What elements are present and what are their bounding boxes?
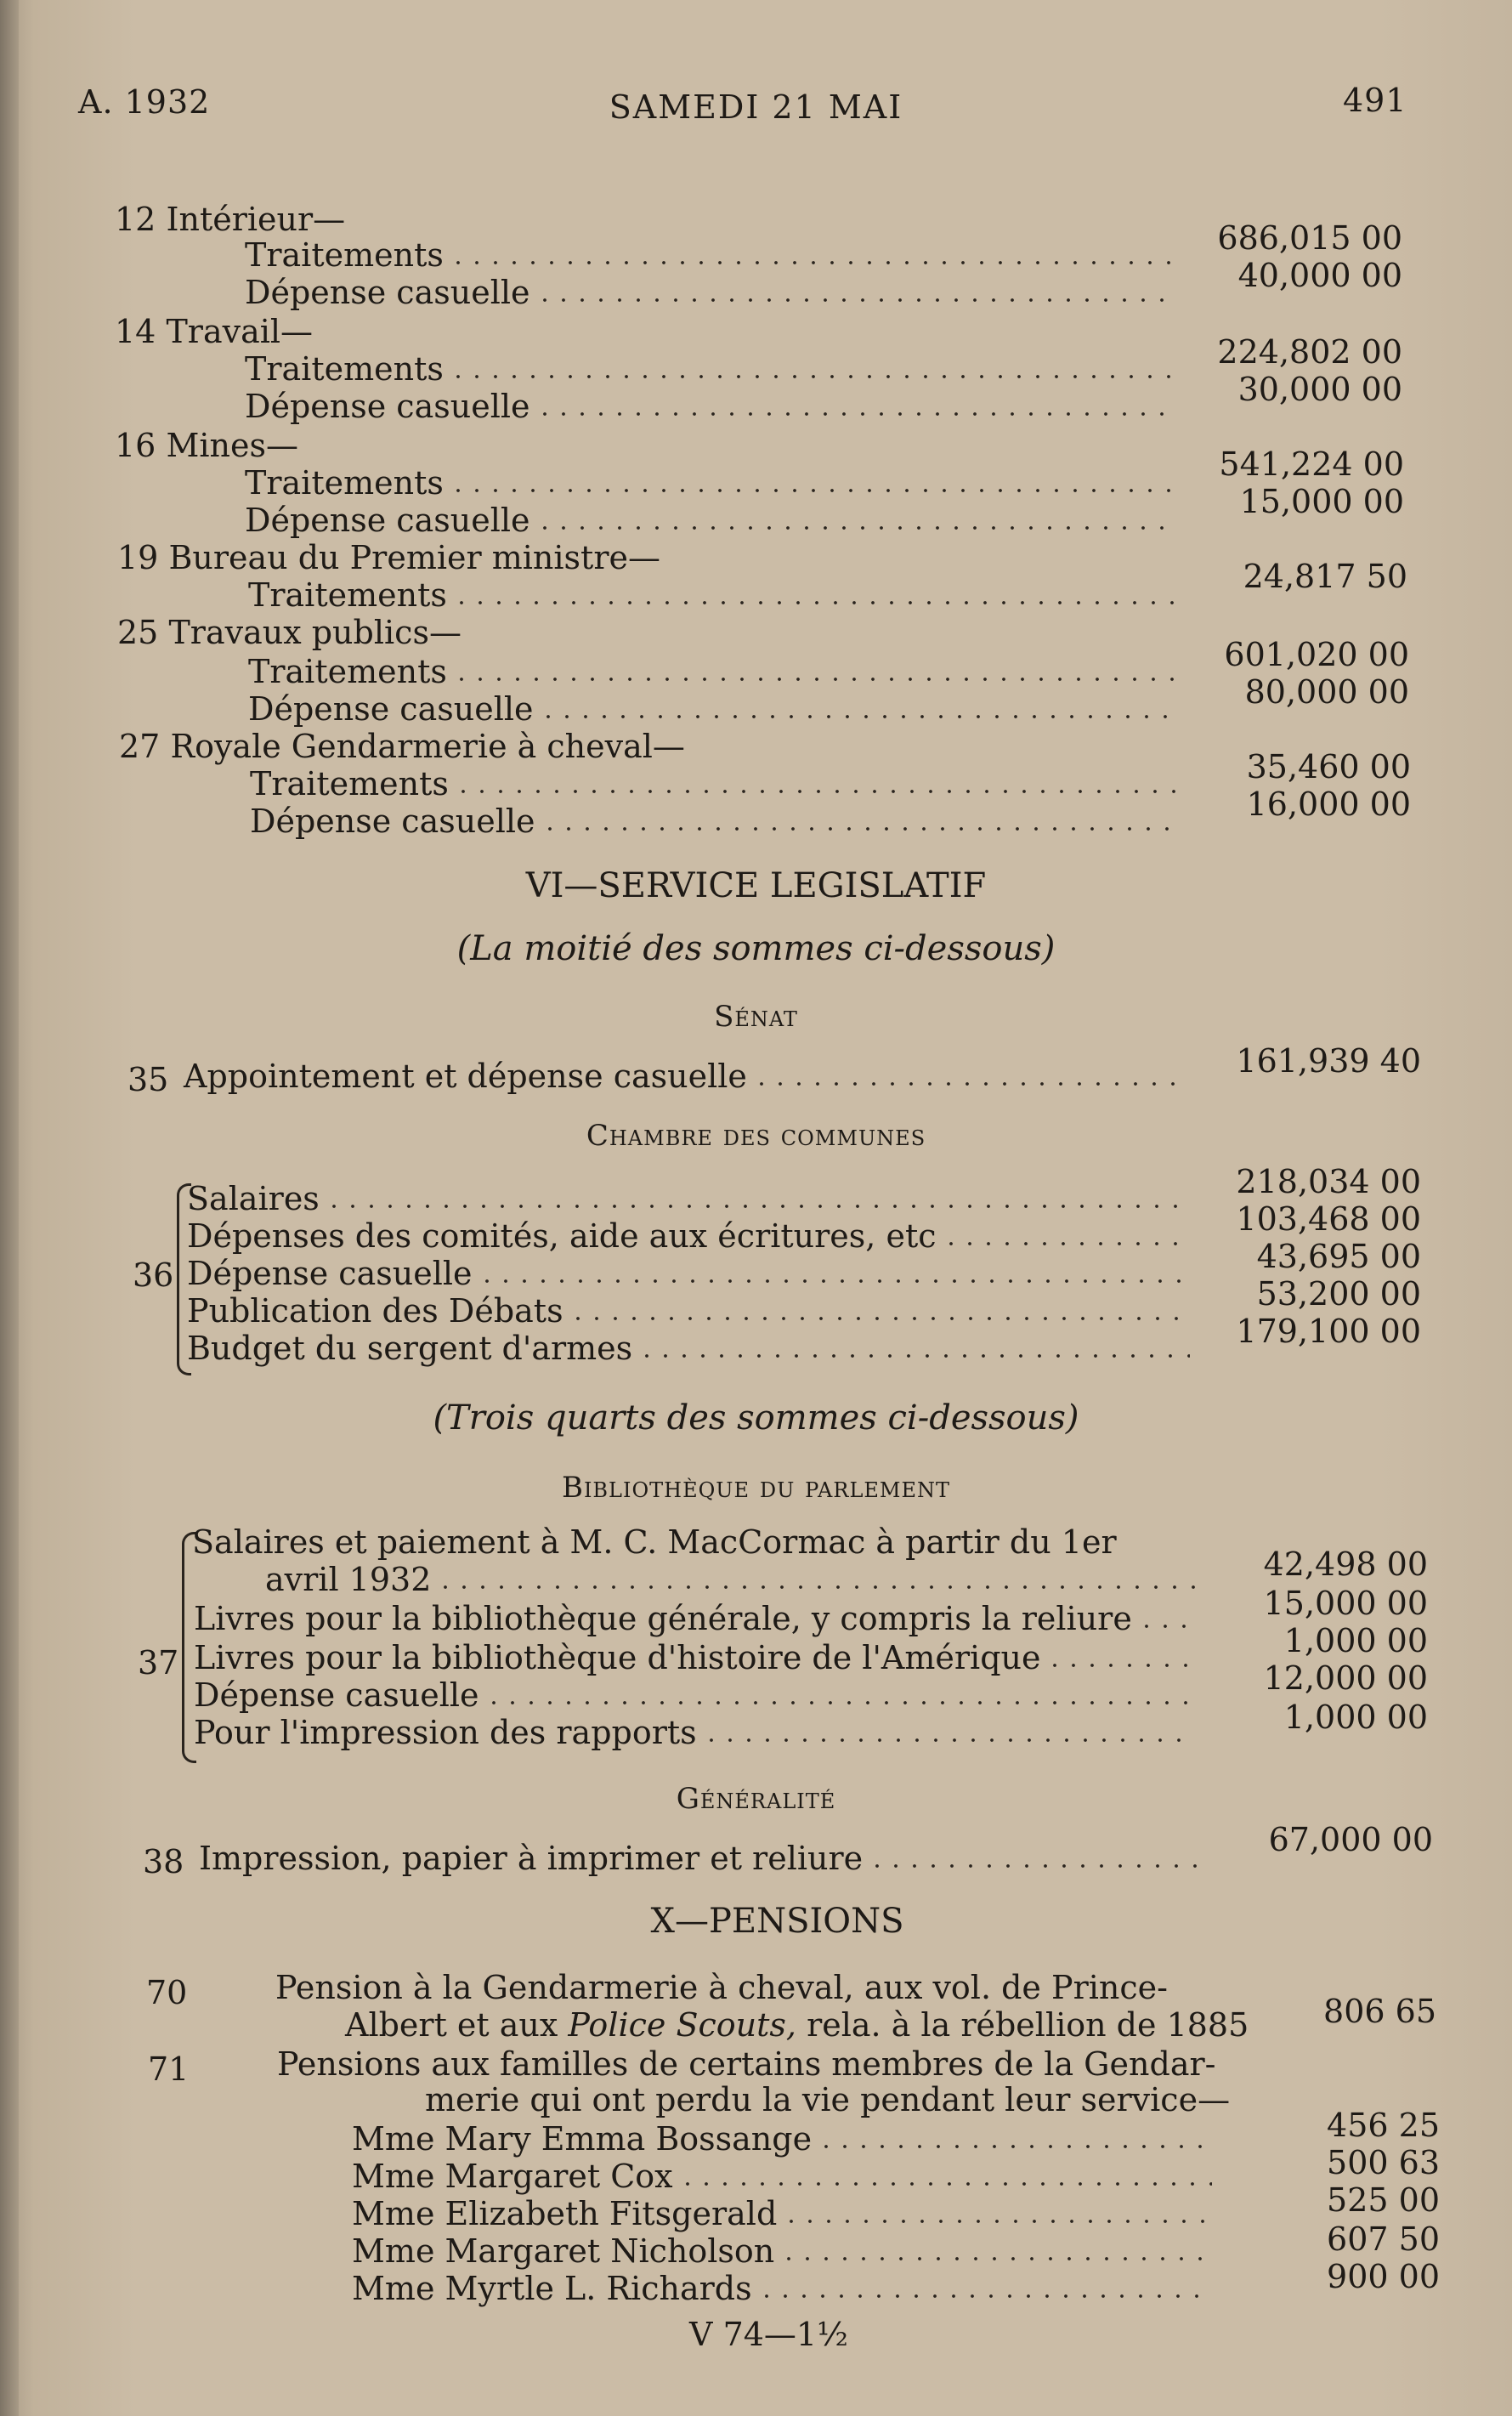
item-19-title: 19 Bureau du Premier ministre—: [117, 539, 660, 576]
pension-70-line-2: Albert et aux Police Scouts, rela. à la rébellion de 1885: [345, 2006, 1249, 2044]
chambre-line: Salaires: [187, 1180, 1198, 1217]
item-27-line: Dépense casuelle: [250, 802, 1185, 840]
bibliotheque-amount: 42,498 00: [1263, 1545, 1428, 1583]
pension-70-amount: 806 65: [1323, 1993, 1436, 2030]
item-12-amount: 40,000 00: [1237, 257, 1402, 294]
chambre-line: Dépense casuelle: [187, 1255, 1198, 1292]
page-binding-edge: [0, 0, 19, 2416]
item-14-line: Dépense casuelle: [245, 388, 1181, 425]
chambre-line: Publication des Débats: [187, 1292, 1198, 1330]
item-16-amount: 541,224 00: [1219, 445, 1404, 483]
chambre-amount: 179,100 00: [1236, 1313, 1421, 1350]
pension-71-person: Mme Margaret Nicholson: [352, 2232, 1220, 2270]
generalite-line: Impression, papier à imprimer et reliure: [199, 1840, 1205, 1877]
chambre-line: Dépenses des comités, aide aux écritures, etc: [187, 1217, 1198, 1255]
senat-item-number: 35: [127, 1061, 169, 1098]
bibliotheque-amount: 1,000 00: [1283, 1622, 1428, 1659]
item-12-title: 12 Intérieur—: [115, 201, 346, 238]
item-16-line: Traitements: [245, 464, 1181, 502]
section-vi-subtitle: (La moitié des sommes ci-dessous): [456, 929, 1056, 968]
section-x-title: X—PENSIONS: [650, 1902, 904, 1941]
bibliotheque-item-number: 37: [138, 1644, 179, 1682]
bibliotheque-line: avril 1932: [265, 1561, 1203, 1598]
item-27-title: 27 Royale Gendarmerie à cheval—: [119, 728, 685, 765]
pension-70-number: 70: [146, 1974, 188, 2011]
section-vi-title: VI—SERVICE LEGISLATIF: [525, 866, 987, 905]
item-25-line: Traitements: [248, 653, 1183, 690]
generalite-heading: Généralité: [676, 1782, 836, 1816]
item-25-line: Dépense casuelle: [248, 690, 1183, 728]
chambre-amount: 53,200 00: [1256, 1275, 1421, 1313]
page-number: 491: [1343, 82, 1407, 119]
item-25-amount: 601,020 00: [1224, 636, 1409, 673]
item-12-amount: 686,015 00: [1217, 219, 1402, 257]
item-19-amount: 24,817 50: [1243, 558, 1407, 595]
bibliotheque-line: Dépense casuelle: [194, 1676, 1203, 1714]
bibliotheque-amount: 1,000 00: [1283, 1699, 1428, 1736]
chambre-line: Budget du sergent d'armes: [187, 1330, 1198, 1367]
generalite-item-number: 38: [143, 1843, 184, 1880]
header-session: A. 1932: [78, 83, 211, 121]
chambre-heading: Chambre des communes: [586, 1119, 926, 1153]
item-27-amount: 16,000 00: [1246, 785, 1411, 823]
generalite-amount: 67,000 00: [1268, 1821, 1433, 1858]
pension-71-person: Mme Margaret Cox: [352, 2158, 1220, 2195]
bibliotheque-line: Livres pour la bibliothèque générale, y compris la reliure: [194, 1600, 1203, 1637]
pension-71-amount: 500 63: [1327, 2144, 1440, 2181]
pension-71-line-1: Pensions aux familles de certains membres de la Gendar-: [277, 2045, 1216, 2083]
item-14-amount: 30,000 00: [1237, 371, 1402, 408]
pension-71-amount: 456 25: [1327, 2107, 1440, 2144]
item-16-title: 16 Mines—: [115, 427, 298, 464]
pension-71-amount: 607 50: [1327, 2220, 1440, 2258]
pension-71-line-2: merie qui ont perdu la vie pendant leur service—: [425, 2081, 1231, 2118]
section-vi-subtitle-2: (Trois quarts des sommes ci-dessous): [433, 1398, 1079, 1438]
item-16-line: Dépense casuelle: [245, 502, 1181, 539]
pension-71-person: Mme Elizabeth Fitsgerald: [352, 2195, 1220, 2232]
bibliotheque-amount: 15,000 00: [1263, 1585, 1428, 1622]
header-date: SAMEDI 21 MAI: [609, 88, 903, 126]
pension-70-line-1: Pension à la Gendarmerie à cheval, aux vol. de Prince-: [275, 1969, 1168, 2006]
item-27-amount: 35,460 00: [1246, 748, 1411, 785]
chambre-amount: 218,034 00: [1236, 1163, 1421, 1200]
bibliotheque-amount: 12,000 00: [1263, 1659, 1428, 1697]
chambre-amount: 43,695 00: [1256, 1238, 1421, 1275]
bibliotheque-line: Livres pour la bibliothèque d'histoire de l'Amérique: [194, 1639, 1203, 1676]
item-14-line: Traitements: [245, 350, 1181, 388]
pension-71-person: Mme Mary Emma Bossange: [352, 2120, 1220, 2158]
item-27-line: Traitements: [250, 765, 1185, 802]
item-14-title: 14 Travail—: [115, 313, 314, 350]
bibliotheque-heading: Bibliothèque du parlement: [561, 1471, 951, 1505]
item-12-line: Dépense casuelle: [245, 274, 1181, 311]
pension-71-number: 71: [148, 2050, 190, 2088]
senat-line: Appointement et dépense casuelle: [184, 1058, 1197, 1095]
item-12-line: Traitements: [245, 236, 1181, 274]
pension-71-amount: 900 00: [1327, 2258, 1440, 2295]
bibliotheque-first-line: Salaires et paiement à M. C. MacCormac à partir du 1er: [192, 1523, 1117, 1561]
pension-71-amount: 525 00: [1327, 2181, 1440, 2219]
chambre-amount: 103,468 00: [1236, 1200, 1421, 1238]
bibliotheque-line: Pour l'impression des rapports: [194, 1714, 1203, 1751]
item-14-amount: 224,802 00: [1217, 333, 1402, 371]
chambre-item-number: 36: [133, 1256, 174, 1294]
footer-signature: V 74—1½: [689, 2316, 848, 2353]
item-16-amount: 15,000 00: [1239, 483, 1404, 520]
item-25-title: 25 Travaux publics—: [117, 614, 462, 651]
senat-heading: Sénat: [714, 1000, 798, 1034]
senat-amount: 161,939 40: [1236, 1042, 1421, 1080]
pension-71-person: Mme Myrtle L. Richards: [352, 2270, 1220, 2307]
item-19-line: Traitements: [248, 576, 1183, 614]
item-25-amount: 80,000 00: [1244, 673, 1409, 711]
